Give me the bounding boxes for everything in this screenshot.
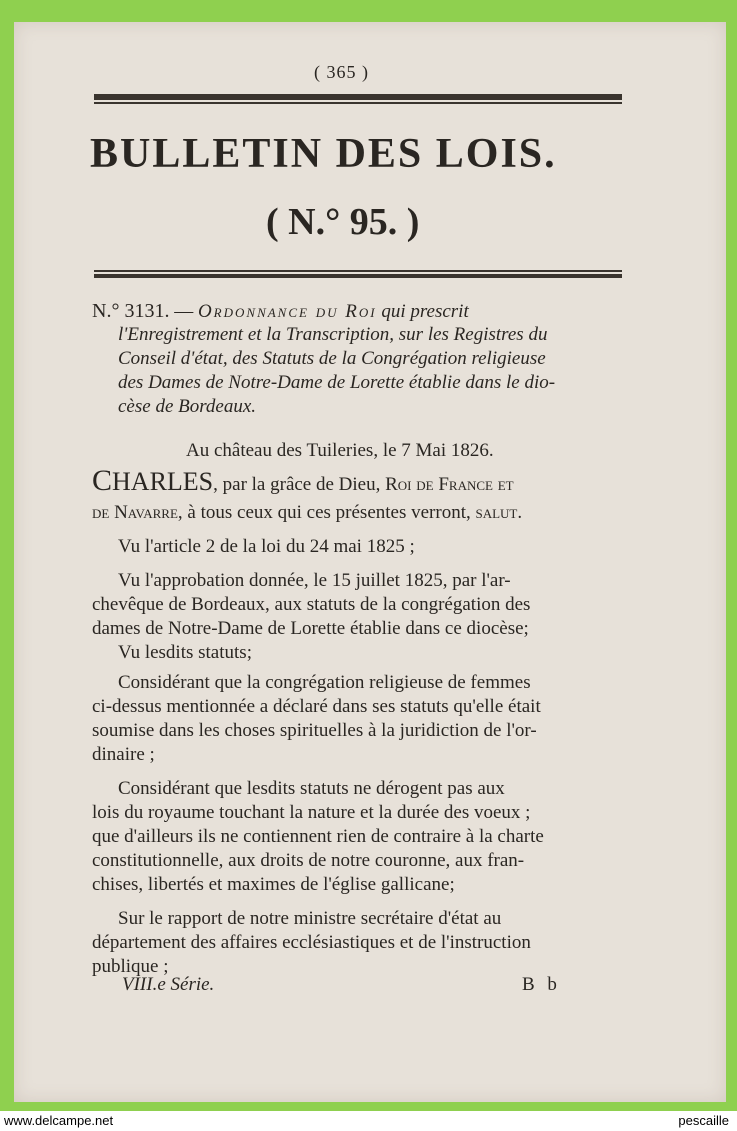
body-line-2 [92,502,522,524]
ordinance-number: N.° 3131. [92,300,170,322]
paragraph-6-line-1: Considérant que lesdits statuts ne dérogent pas aux [118,778,505,799]
watermark-right: pescaille [678,1113,729,1128]
mid-rule [94,274,622,278]
watermark-strip [0,1111,737,1131]
ordinance-line-2: l'Enregistrement et la Transcription, sur les Registres du [118,324,548,345]
ordinance-line1-rest: qui prescrit [376,301,469,322]
paragraph-3-line-1: Vu l'approbation donnée, le 15 juillet 1825, par l'ar- [118,570,511,591]
bulletin-title: BULLETIN DES LOIS. [90,131,557,177]
paragraph-7-line-3: publique ; [92,956,169,977]
place-date: Au château des Tuileries, le 7 Mai 1826. [186,440,494,461]
ordinance-heading: Ordonnance du Roi [197,301,377,322]
body-line-2-salut: salut. [475,502,523,523]
paragraph-6-line-4: constitutionnelle, aux droits de notre couronne, aux fran- [92,850,525,871]
paragraph-5-line-1: Considérant que la congrégation religieuse de femmes [118,672,531,693]
series-label: VIII.e Série. [122,974,215,995]
paragraph-3-line-2: chevêque de Bordeaux, aux statuts de la congrégation des [92,594,531,615]
mid-rule-thin [94,270,622,272]
paragraph-6-line-2: lois du royaume touchant la nature et la durée des voeux ; [92,802,531,823]
paragraph-7-line-1: Sur le rapport de notre ministre secrétaire d'état au [118,908,502,929]
paragraph-5-line-2: ci-dessus mentionnée a déclaré dans ses statuts qu'elle était [92,696,541,717]
ordinance-line-5: cèse de Bordeaux. [118,396,257,417]
bulletin-number: ( N.° 95. ) [266,201,420,243]
body-line-1-mid: , par la grâce de Dieu, [213,474,386,495]
paragraph-6-line-5: chises, libertés et maximes de l'église gallicane; [92,874,455,895]
top-rule [94,94,622,100]
ordinance-line-1 [92,300,469,323]
top-rule-thin [94,102,622,104]
paragraph-4: Vu lesdits statuts; [118,642,252,663]
body-line-2-sc: de Navarre [92,502,178,523]
ordinance-line-3: Conseil d'état, des Statuts de la Congrégation religieuse [118,348,546,369]
page-number: ( 365 ) [314,62,369,82]
ordinance-line-4: des Dames de Notre-Dame de Lorette établie dans le dio- [118,372,556,393]
paragraph-7-line-2: département des affaires ecclésiastiques et de l'instruction [92,932,531,953]
paragraph-3-line-3: dames de Notre-Dame de Lorette établie dans ce diocèse; [92,618,529,639]
ordinance-dash: — [169,301,198,322]
document-page [14,22,726,1102]
paragraph-5-line-4: dinaire ; [92,744,155,765]
body-line-1 [92,464,514,497]
body-line-2-mid: , à tous ceux qui ces présentes verront, [177,502,476,523]
signature-mark: B b [522,974,561,995]
paragraph-5-line-3: soumise dans les choses spirituelles à la juridiction de l'or- [92,720,537,741]
charles-initial: C [92,464,113,497]
charles-rest: HARLES [112,467,214,496]
watermark-left: www.delcampe.net [4,1113,114,1128]
body-line-1-sc: Roi de France et [385,474,514,495]
paragraph-2: Vu l'article 2 de la loi du 24 mai 1825 ; [118,536,415,557]
paragraph-6-line-3: que d'ailleurs ils ne contiennent rien de contraire à la charte [92,826,544,847]
